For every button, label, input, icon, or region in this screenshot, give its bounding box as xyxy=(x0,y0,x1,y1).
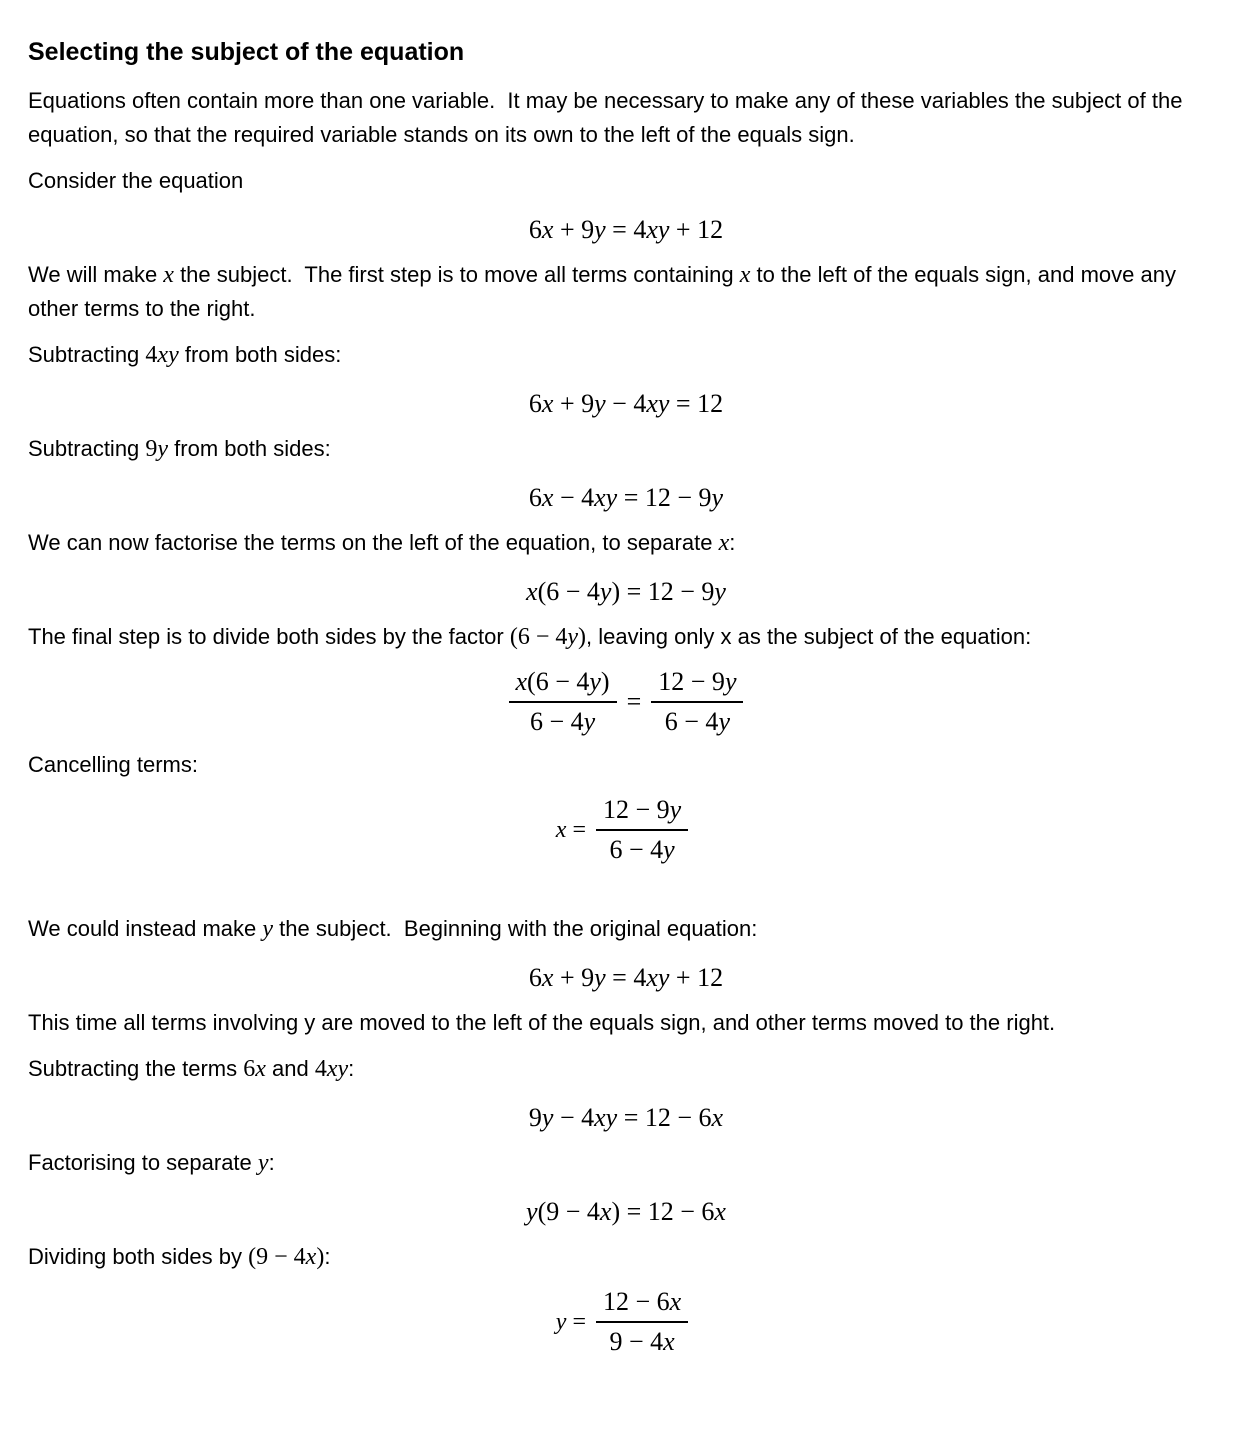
fraction-numerator: x(6 − 4y) xyxy=(509,666,617,703)
text-run: Subtracting the terms xyxy=(28,1056,244,1081)
inline-math: x xyxy=(739,262,751,288)
inline-math: y xyxy=(262,916,274,942)
text-run: Cancelling terms: xyxy=(28,752,198,777)
text-run: Factorising to separate xyxy=(28,1150,258,1175)
inline-math: 9y xyxy=(145,436,169,462)
equation-x-result xyxy=(28,794,1224,866)
fraction-numerator: 12 − 9y xyxy=(651,666,743,703)
text-run: The final step is to divide both sides by the factor xyxy=(28,624,510,649)
equation-lhs: y = xyxy=(555,1308,586,1335)
equation-original-repeat: 6x + 9y = 4xy + 12 xyxy=(528,963,724,992)
text-run: and xyxy=(265,1056,315,1081)
inline-math: y xyxy=(257,1150,269,1176)
equation-factorised-x: x(6 − 4y) = 12 − 9y xyxy=(526,577,726,606)
text-run: Equations often contain more than one variable. It may be necessary to make any of these variables the subject of the equation, so that the required variable stands on its own to the left of the equals sign. xyxy=(28,88,1189,147)
inline-math: 6x xyxy=(243,1056,266,1082)
inline-math: 4xy xyxy=(145,342,179,368)
para-subtract-9y xyxy=(28,432,1224,466)
fraction-numerator: 12 − 6x xyxy=(596,1286,688,1323)
text-run: : xyxy=(729,530,736,555)
inline-math: x xyxy=(718,530,730,556)
para-divide-9-4x xyxy=(28,1240,1224,1274)
equation-after-subtract-6x-4xy: 9y − 4xy = 12 − 6x xyxy=(528,1103,724,1132)
para-intro xyxy=(28,84,1224,152)
text-run: : xyxy=(324,1244,331,1269)
text-run: the subject. Beginning with the original equation: xyxy=(273,916,758,941)
text-run: , leaving only x as the subject of the equation: xyxy=(586,624,1032,649)
para-consider xyxy=(28,164,1224,198)
inline-math: x xyxy=(163,262,174,288)
fraction-left xyxy=(509,666,617,738)
para-subtract-4xy xyxy=(28,338,1224,372)
fraction-denominator: 6 − 4y xyxy=(664,707,730,736)
text-run: the subject. The first step is to move all terms containing xyxy=(173,262,740,287)
para-make-y-subject xyxy=(28,912,1224,946)
fraction-denominator: 6 − 4y xyxy=(609,835,675,864)
para-subtract-6x-4xy xyxy=(28,1052,1224,1086)
fraction-denominator: 9 − 4x xyxy=(609,1327,675,1356)
para-final-step xyxy=(28,620,1224,654)
para-make-x-subject xyxy=(28,258,1224,326)
para-factorise-y xyxy=(28,1146,1224,1180)
fraction xyxy=(596,1286,688,1358)
equation-y-result xyxy=(28,1286,1224,1358)
equation-divide-both-sides xyxy=(28,666,1224,738)
fraction-denominator: 6 − 4y xyxy=(529,707,596,736)
equation-after-subtract-9y: 6x − 4xy = 12 − 9y xyxy=(528,483,724,512)
text-run: Subtracting xyxy=(28,436,146,461)
text-run: : xyxy=(348,1056,355,1081)
text-run: from both sides: xyxy=(168,436,331,461)
text-run: Dividing both sides by xyxy=(28,1244,249,1269)
equation-original: 6x + 9y = 4xy + 12 xyxy=(528,215,724,244)
text-run: We can now factorise the terms on the left of the equation, to separate xyxy=(28,530,719,555)
text-run: This time all terms involving y are moved to the left of the equals sign, and other terms moved to the right. xyxy=(28,1010,1056,1035)
inline-math: 4xy xyxy=(314,1056,349,1082)
doc-heading: Selecting the subject of the equation xyxy=(28,38,465,66)
text-run: Consider the equation xyxy=(28,168,244,193)
inline-math: (9 − 4x) xyxy=(248,1244,325,1270)
equation-factorised-y: y(9 − 4x) = 12 − 6x xyxy=(526,1197,726,1226)
text-run: We will make xyxy=(28,262,164,287)
equals-sign: = xyxy=(626,687,642,716)
equation-after-subtract-4xy: 6x + 9y − 4xy = 12 xyxy=(528,389,724,418)
fraction-numerator: 12 − 9y xyxy=(596,794,688,831)
para-cancelling xyxy=(28,748,1224,782)
inline-math: (6 − 4y) xyxy=(509,624,587,650)
fraction-right xyxy=(651,666,743,738)
text-run: : xyxy=(268,1150,275,1175)
equation-lhs: x = xyxy=(555,816,586,843)
text-run: Subtracting xyxy=(28,342,146,367)
text-run: We could instead make xyxy=(28,916,263,941)
text-run: from both sides: xyxy=(178,342,342,367)
fraction xyxy=(596,794,688,866)
para-factorise-x xyxy=(28,526,1224,560)
para-move-y-terms xyxy=(28,1006,1224,1040)
text-run: to the left of the equals sign, and move any other terms to the right. xyxy=(28,262,1183,321)
